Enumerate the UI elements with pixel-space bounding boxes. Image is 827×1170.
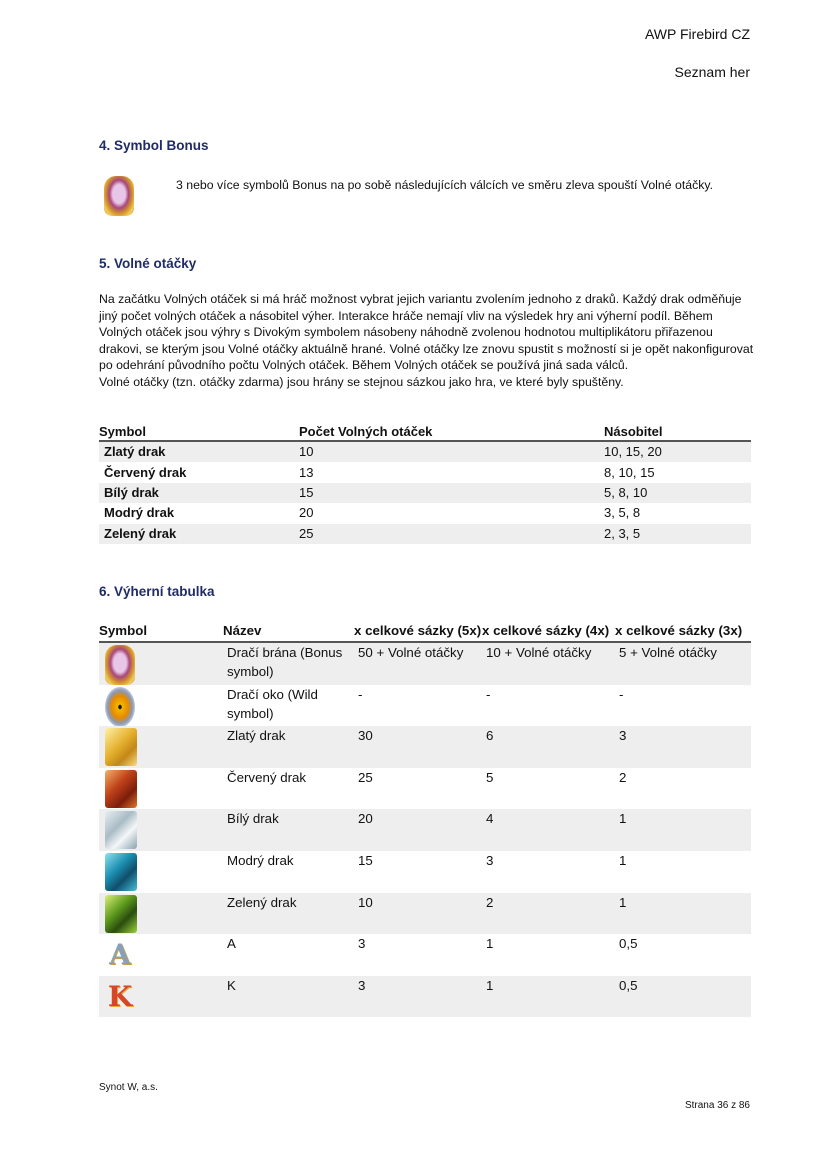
section-5-heading: 5. Volné otáčky	[99, 256, 197, 271]
cell-3x: 5 + Volné otáčky	[615, 642, 751, 685]
table-row	[99, 462, 751, 482]
cell-5x: 30	[354, 726, 482, 768]
cell-4x: 5	[486, 769, 494, 785]
cell-4x: 4	[482, 809, 615, 851]
cell-5x: 50 + Volné otáčky	[354, 642, 482, 685]
cell-5x: -	[358, 686, 363, 702]
cell-3x: 2	[619, 769, 627, 785]
section-5-paragraph	[99, 291, 759, 391]
dragon-eye-wild-icon	[105, 687, 135, 727]
col-header-3x: x celkové sázky (3x)	[615, 622, 751, 642]
cell-4x: 3	[486, 852, 494, 868]
cell-3x: 0,5	[615, 976, 751, 1018]
cell-5x: 3	[354, 976, 482, 1018]
cell-symbol: Bílý drak	[99, 483, 299, 503]
cell-name: Bílý drak	[223, 809, 354, 851]
cell-name: Zelený drak	[223, 893, 354, 935]
cell-4x: 2	[482, 893, 615, 935]
red-dragon-icon	[105, 770, 137, 808]
paytable-header	[99, 622, 751, 642]
cell-4x: 6	[482, 726, 615, 768]
table-row	[99, 768, 751, 810]
cell-4x: 1	[486, 936, 494, 952]
cell-multiplier: 5, 8, 10	[604, 483, 751, 503]
header-subtitle: Seznam her	[674, 64, 750, 80]
cell-name: K	[223, 976, 354, 1018]
footer-page-number: Strana 36 z 86	[684, 1100, 750, 1111]
white-dragon-icon	[105, 811, 137, 849]
table-row	[99, 851, 751, 893]
header-title: AWP Firebird CZ	[644, 26, 750, 42]
cell-name: Červený drak	[227, 769, 307, 785]
col-header-symbol: Symbol	[99, 424, 299, 441]
cell-3x: 3	[615, 726, 751, 768]
section-4-heading: 4. Symbol Bonus	[99, 138, 209, 153]
cell-multiplier: 2, 3, 5	[604, 524, 751, 544]
table-row	[99, 441, 751, 462]
cell-symbol: Červený drak	[104, 464, 187, 480]
gold-dragon-icon	[105, 728, 137, 766]
free-spins-table	[99, 424, 751, 544]
cell-3x: 1	[619, 852, 627, 868]
cell-count: 10	[299, 441, 604, 462]
section-4-text: 3 nebo více symbolů Bonus na po sobě následujících válcích ve směru zleva spouští Volné otáčky.	[176, 178, 714, 192]
cell-multiplier: 3, 5, 8	[604, 505, 641, 521]
cell-5x: 25	[358, 769, 373, 785]
cell-3x: 1	[615, 893, 751, 935]
letter-a-icon: A	[109, 938, 131, 972]
cell-3x: 1	[615, 809, 751, 851]
cell-3x: 0,5	[619, 936, 638, 952]
table-row	[99, 809, 751, 851]
cell-count: 20	[299, 505, 314, 521]
col-header-symbol: Symbol	[99, 622, 223, 642]
table-row	[99, 976, 751, 1018]
cell-4x: 1	[482, 976, 615, 1018]
cell-3x: -	[619, 686, 624, 702]
table-row	[99, 503, 751, 523]
footer-company: Synot W, a.s.	[99, 1082, 158, 1093]
cell-name: Modrý drak	[227, 852, 294, 868]
table-row	[99, 483, 751, 503]
table-row	[99, 726, 751, 768]
cell-5x: 3	[358, 936, 366, 952]
free-spins-table-header	[99, 424, 751, 441]
table-row	[99, 934, 751, 976]
cell-name: Zlatý drak	[223, 726, 354, 768]
cell-symbol: Zelený drak	[99, 524, 299, 544]
cell-symbol: Modrý drak	[104, 505, 175, 521]
cell-name: Dračí oko (Wild symbol)	[227, 686, 318, 721]
cell-4x: 10 + Volné otáčky	[482, 642, 615, 685]
cell-count: 13	[299, 464, 314, 480]
table-row	[99, 893, 751, 935]
cell-5x: 15	[358, 852, 373, 868]
cell-name: Dračí brána (Bonus symbol)	[223, 642, 354, 685]
cell-count: 25	[299, 524, 604, 544]
green-dragon-icon	[105, 895, 137, 933]
table-row	[99, 642, 751, 685]
blue-dragon-icon	[105, 853, 137, 891]
cell-multiplier: 10, 15, 20	[604, 441, 751, 462]
cell-5x: 20	[354, 809, 482, 851]
section-6-heading: 6. Výherní tabulka	[99, 584, 215, 599]
col-header-5x: x celkové sázky (5x)	[354, 622, 482, 642]
table-row	[99, 685, 751, 727]
section-5-paragraph-main: Na začátku Volných otáček si má hráč možnost vybrat jejich variantu zvolením jednoho z draků. Každý drak odměňuje jiný počet volných otáček a násobitel výher. Interakce hráče nemají vliv na výsledek hry ani výherní podíl. Během Volných otáček jsou výhry s Divokým symbolem násobeny náhodně zvolenou hodnotou multiplikátoru přiřazenou drakovi, se kterým jsou Volné otáčky aktuálně hrané. Volné otáčky lze znovu spustit s možností si je opět nakonfigurovat po odehrání původního počtu Volných otáček. Během Volných otáček se používá jiná sada válců.	[99, 292, 754, 373]
col-header-name: Název	[223, 622, 354, 642]
cell-5x: 10	[354, 893, 482, 935]
cell-symbol: Zlatý drak	[99, 441, 299, 462]
letter-k-icon: K	[107, 979, 133, 1013]
table-row	[99, 524, 751, 544]
col-header-4x: x celkové sázky (4x)	[482, 622, 615, 642]
col-header-count: Počet Volných otáček	[299, 424, 604, 441]
section-5-paragraph-note: Volné otáčky (tzn. otáčky zdarma) jsou hrány se stejnou sázkou jako hra, ve které byly spuštěny.	[99, 374, 624, 389]
paytable	[99, 622, 751, 1017]
cell-name: A	[227, 936, 236, 952]
bonus-symbol-icon	[104, 176, 134, 216]
col-header-multiplier: Násobitel	[604, 424, 751, 441]
cell-count: 15	[299, 483, 604, 503]
cell-multiplier: 8, 10, 15	[604, 464, 655, 480]
bonus-gate-icon	[105, 645, 135, 685]
cell-4x: -	[486, 686, 491, 702]
